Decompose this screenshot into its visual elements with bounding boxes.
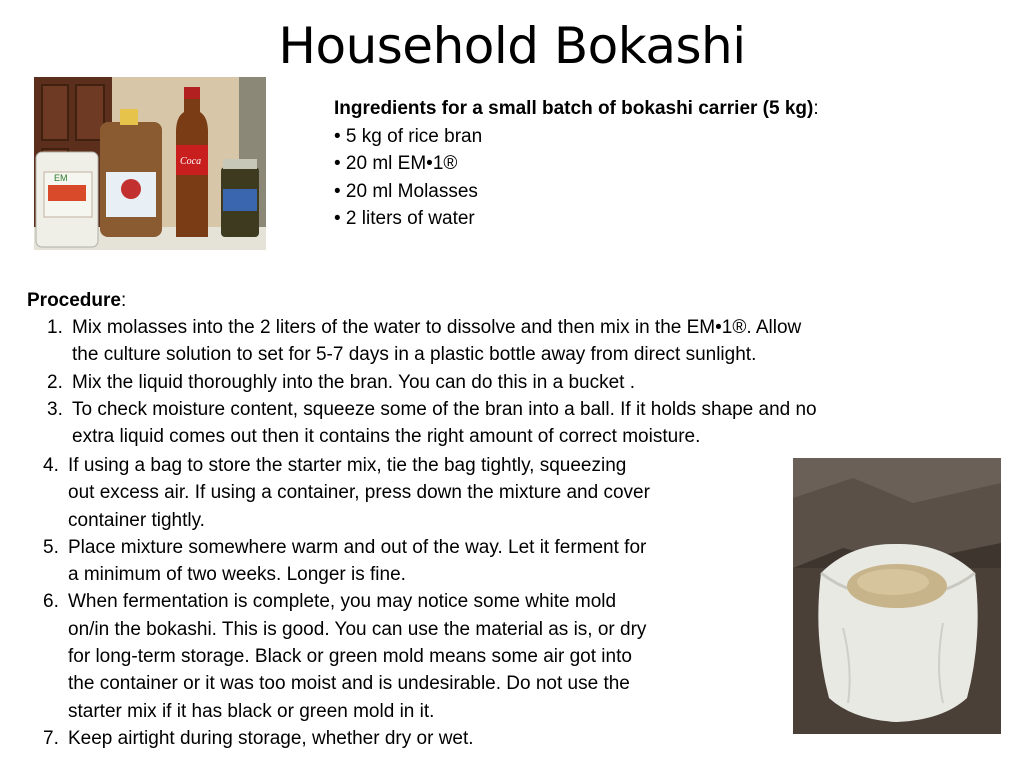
step-line: Mix the liquid thoroughly into the bran. You can do this in a bucket . xyxy=(72,371,635,393)
procedure-step xyxy=(47,369,1007,396)
step-number: 6. xyxy=(43,591,59,613)
ingredients-section xyxy=(334,95,974,233)
ingredient-item: • 5 kg of rice bran xyxy=(334,125,483,147)
ingredients-heading-text: Ingredients for a small batch of bokashi carrier (5 kg) xyxy=(334,98,814,119)
step-line: To check moisture content, squeeze some of the bran into a ball. If it holds shape and no xyxy=(72,398,817,420)
bokashi-bag-photo xyxy=(793,458,1001,734)
ingredient-item: • 20 ml EM•1® xyxy=(334,153,458,174)
bottle-label-text: Coca xyxy=(180,156,202,167)
step-line: Keep airtight during storage, whether dry or wet. xyxy=(68,727,474,749)
page-title: Household Bokashi xyxy=(278,17,746,75)
step-line: on/in the bokashi. This is good. You can use the material as is, or dry xyxy=(68,618,647,640)
ingredients-list xyxy=(334,123,974,233)
jug-label-text: EM xyxy=(54,173,68,183)
step-line: Place mixture somewhere warm and out of the way. Let it ferment for xyxy=(68,536,647,558)
procedure-step xyxy=(43,725,778,752)
step-number: 1. xyxy=(47,317,63,338)
step-line: container tightly. xyxy=(68,509,205,531)
ingredients-heading-colon: : xyxy=(813,98,819,119)
step-line: When fermentation is complete, you may notice some white mold xyxy=(68,591,617,613)
step-number: 2. xyxy=(47,371,63,393)
procedure-step xyxy=(47,314,1007,369)
procedure-steps-bottom xyxy=(43,452,778,752)
step-line: out excess air. If using a container, press down the mixture and cover xyxy=(68,482,650,504)
step-line: for long-term storage. Black or green mold means some air got into xyxy=(68,646,632,668)
ingredients-heading xyxy=(334,95,974,123)
step-line: starter mix if it has black or green mold in it. xyxy=(68,700,435,722)
procedure-step xyxy=(43,534,778,589)
step-number: 5. xyxy=(43,536,59,558)
procedure-heading-text: Procedure xyxy=(27,290,121,311)
ingredient-item: • 20 ml Molasses xyxy=(334,180,478,202)
step-number: 4. xyxy=(43,455,59,476)
procedure-step xyxy=(47,396,1007,451)
procedure-heading-colon: : xyxy=(120,290,127,311)
step-line: the culture solution to set for 5-7 days in a plastic bottle away from direct sunlight. xyxy=(72,344,757,366)
procedure-steps-top xyxy=(47,314,1007,450)
ingredient-item: • 2 liters of water xyxy=(334,208,475,229)
step-line: Mix molasses into the 2 liters of the water to dissolve and then mix in the EM•1®. Allow xyxy=(72,317,802,338)
ingredients-photo xyxy=(34,77,266,250)
step-number: 3. xyxy=(47,398,63,420)
step-line: If using a bag to store the starter mix, tie the bag tightly, squeezing xyxy=(68,455,627,476)
step-number: 7. xyxy=(43,727,59,749)
procedure-heading xyxy=(27,287,126,314)
step-line: a minimum of two weeks. Longer is fine. xyxy=(68,564,406,586)
procedure-step xyxy=(43,452,778,534)
step-line: extra liquid comes out then it contains the right amount of correct moisture. xyxy=(72,426,701,448)
procedure-step xyxy=(43,588,778,724)
step-line: the container or it was too moist and is undesirable. Do not use the xyxy=(68,673,630,695)
